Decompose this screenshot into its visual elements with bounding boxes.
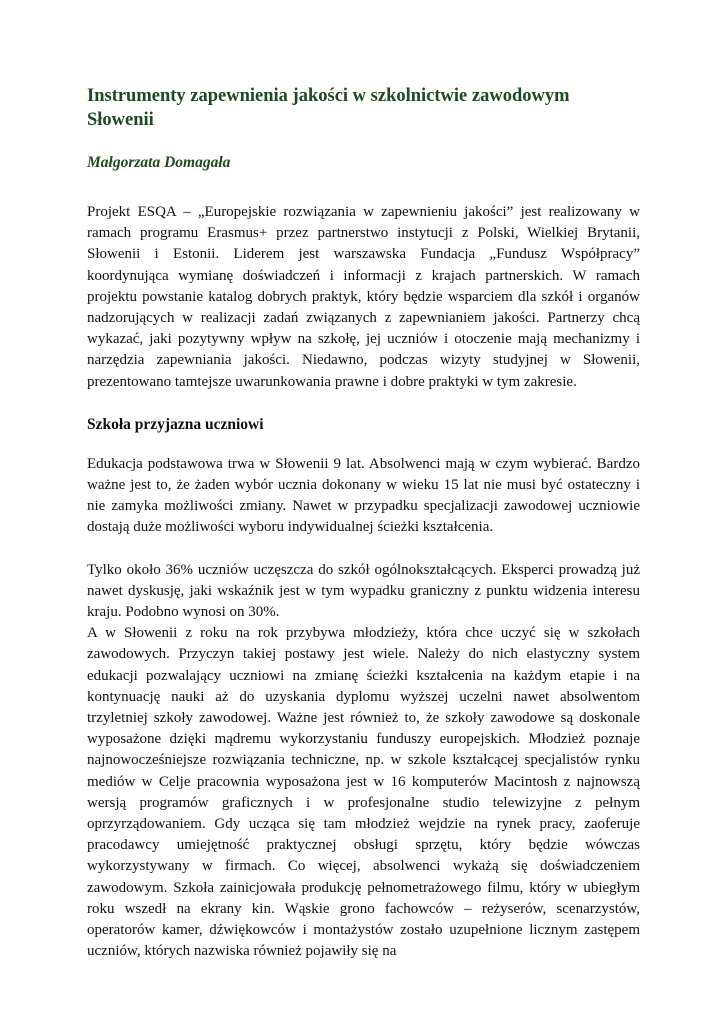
body-paragraph-2: Tylko około 36% uczniów uczęszcza do szkół ogólnokształcących. Eksperci prowadzą już nawet dyskusję, jaki wskaźnik jest w tym wypadku graniczny z punktu widzenia interesu kraju. Podobno wynosi on 30%.	[87, 561, 640, 621]
body-paragraph-1: Edukacja podstawowa trwa w Słowenii 9 lat. Absolwenci mają w czym wybierać. Bardzo ważne jest to, że żaden wybór ucznia dokonany w wieku 15 lat nie musi być ostateczny i nie zamyka możliwości zmiany. Nawet w przypadku specjalizacji zawodowej uczniowie dostają duże możliwości wyboru indywidualnej ścieżki kształcenia.	[87, 455, 640, 536]
body-paragraph-3: A w Słowenii z roku na rok przybywa młodzieży, która chce uczyć się w szkołach zawodowych. Przyczyn takiej postawy jest wiele. Należy do nich elastyczny system edukacji pozwalający uczniowi na zmianę ścieżki kształcenia na każdym etapie i na kontynuację nauki aż do uzyskania dyplomu wyższej uczelni nawet absolwentom trzyletniej szkoły zawodowej. Ważne jest również to, że szkoły zawodowe są doskonale wyposażone dzięki mądremu wykorzystaniu funduszy europejskich. Młodzież poznaje najnowocześniejsze rozwiązania techniczne, np. w szkole kształcącej specjalistów rynku mediów w Celje pracownia wyposażona jest w 16 komputerów Macintosh z najnowszą wersją programów graficznych i w profesjonalne studio telewizyjne z pełnym oprzyrządowaniem. Gdy ucząca się tam młodzież wejdzie na rynek pracy, zaoferuje pracodawcy umiejętność praktycznej obsługi sprzętu, który będzie wówczas wykorzystywany w firmach. Co więcej, absolwenci wykażą się doświadczeniem zawodowym. Szkoła zainicjowała produkcję pełnometrażowego filmu, który w ubiegłym roku wszedł na ekrany kin. Wąskie grono fachowców – reżyserów, scenarzystów, operatorów kamer, dźwiękowców i montażystów zostało uzupełnione licznym zastępem uczniów, których nazwiska również pojawiły się na	[87, 625, 640, 960]
document-title: Instrumenty zapewnienia jakości w szkolnictwie zawodowym Słowenii	[87, 86, 570, 130]
section-heading: Szkoła przyjazna uczniowi	[87, 415, 264, 433]
document-page	[87, 84, 640, 963]
author-name: Małgorzata Domagała	[87, 154, 231, 171]
intro-paragraph: Projekt ESQA – „Europejskie rozwiązania w zapewnieniu jakości” jest realizowany w ramach programu Erasmus+ przez partnerstwo instytucji z Polski, Wielkiej Brytanii, Słowenii i Estonii. Liderem jest warszawska Fundacja „Fundusz Współpracy” koordynująca wymianę doświadczeń i informacji z krajach partnerskich. W ramach projektu powstanie katalog dobrych praktyk, który będzie wsparciem dla szkół i organów nadzorujących w realizacji zadań związanych z zapewnianiem jakości. Partnerzy chcą wykazać, jaki pozytywny wpływ na szkołę, jej uczniów i otoczenie mają mechanizmy i narzędzia zapewniania jakości. Niedawno, podczas wizyty studyjnej w Słowenii, prezentowano tamtejsze uwarunkowania prawne i dobre praktyki w tym zakresie.	[87, 204, 640, 390]
